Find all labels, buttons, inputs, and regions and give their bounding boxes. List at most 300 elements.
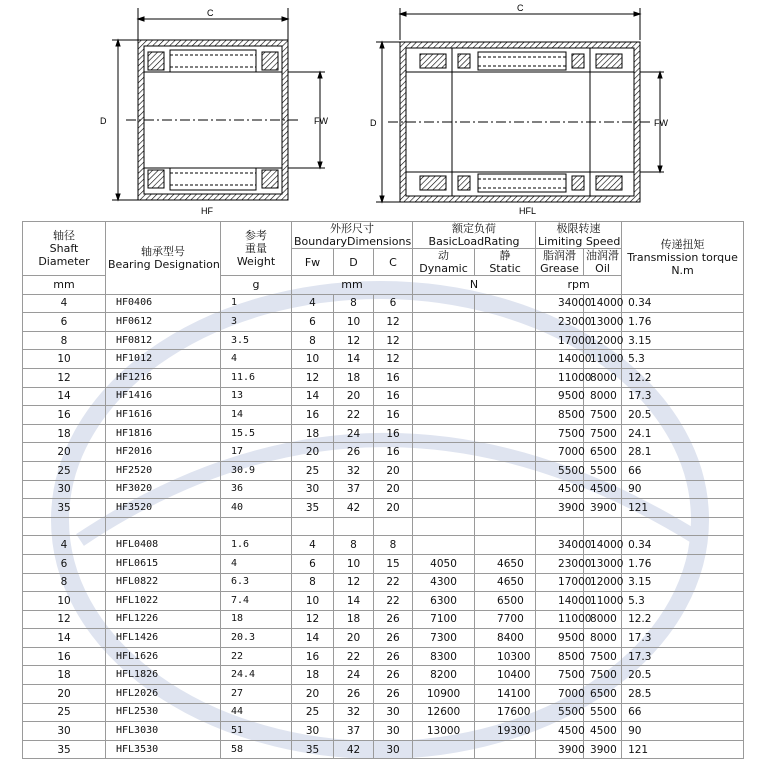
table-cell: 16	[23, 406, 106, 425]
table-cell: 18	[334, 610, 374, 629]
table-cell: 35	[23, 499, 106, 518]
table-cell: 66	[622, 703, 744, 722]
table-cell: 20	[23, 685, 106, 704]
table-cell: 12	[374, 313, 413, 332]
table-row	[23, 685, 744, 704]
table-cell: 24.4	[221, 666, 292, 685]
table-cell: 7100	[413, 610, 475, 629]
table-cell: 16	[292, 647, 334, 666]
table-cell	[23, 517, 106, 536]
table-cell: 34000	[536, 536, 584, 555]
table-cell: 26	[374, 666, 413, 685]
table-cell	[292, 517, 334, 536]
table-cell: 26	[374, 629, 413, 648]
table-cell: 8	[334, 294, 374, 313]
table-cell: 11000	[536, 368, 584, 387]
table-cell: 3900	[536, 740, 584, 759]
table-cell: 66	[622, 461, 744, 480]
table-cell: 7500	[584, 424, 622, 443]
table-cell: 10	[23, 350, 106, 369]
table-cell: 7300	[413, 629, 475, 648]
table-cell: 10	[334, 313, 374, 332]
table-cell: 25	[292, 703, 334, 722]
table-cell: 7500	[536, 424, 584, 443]
table-cell	[374, 517, 413, 536]
table-cell: 20	[334, 387, 374, 406]
header-speed: 极限转速 Limiting Speed	[536, 222, 622, 249]
header-torque: 传递扭矩 Transmission torque N.m	[622, 222, 744, 295]
table-cell: 1.6	[221, 536, 292, 555]
table-cell: 7000	[536, 685, 584, 704]
table-cell: 17.3	[622, 387, 744, 406]
table-row	[23, 499, 744, 518]
table-cell: 20	[374, 480, 413, 499]
table-cell: 7700	[475, 610, 536, 629]
table-cell: 4050	[413, 554, 475, 573]
table-cell: 20.5	[622, 406, 744, 425]
table-cell: HF1416	[106, 387, 221, 406]
table-cell: 51	[221, 722, 292, 741]
table-cell: 3900	[584, 499, 622, 518]
table-cell: 6	[23, 313, 106, 332]
table-row	[23, 331, 744, 350]
table-cell: 11000	[536, 610, 584, 629]
unit-shaft: mm	[23, 276, 106, 295]
table-cell: HF0406	[106, 294, 221, 313]
table-row	[23, 387, 744, 406]
table-cell	[475, 313, 536, 332]
table-cell: 8	[334, 536, 374, 555]
table-row	[23, 350, 744, 369]
table-cell: 18	[23, 666, 106, 685]
table-cell: HF1616	[106, 406, 221, 425]
table-row	[23, 722, 744, 741]
table-cell: 15	[374, 554, 413, 573]
hf-drawing	[112, 8, 325, 200]
header-dynamic: 动 Dynamic	[413, 249, 475, 276]
table-cell: 3.15	[622, 573, 744, 592]
table-cell: 18	[221, 610, 292, 629]
table-row	[23, 406, 744, 425]
table-cell: 4650	[475, 573, 536, 592]
table-cell: 8000	[584, 629, 622, 648]
table-cell: 30	[292, 722, 334, 741]
table-cell: 14	[221, 406, 292, 425]
table-cell: 26	[374, 610, 413, 629]
table-cell: 30	[374, 703, 413, 722]
table-cell: 58	[221, 740, 292, 759]
table-cell: 18	[292, 424, 334, 443]
table-cell: 9500	[536, 629, 584, 648]
header-grease: 脂润滑 Grease	[536, 249, 584, 276]
table-cell: 1	[221, 294, 292, 313]
header-designation: 轴承型号 Bearing Designation	[106, 222, 221, 295]
table-cell: 6500	[584, 443, 622, 462]
table-cell: 12	[334, 573, 374, 592]
table-cell: 24	[334, 424, 374, 443]
table-cell: 3.5	[221, 331, 292, 350]
table-cell: 13	[221, 387, 292, 406]
table-cell: 8400	[475, 629, 536, 648]
table-cell: 12600	[413, 703, 475, 722]
hf-d-label: D	[100, 116, 107, 126]
table-cell: 8	[292, 331, 334, 350]
table-cell: 1.76	[622, 313, 744, 332]
table-cell: 30.9	[221, 461, 292, 480]
table-cell: 10	[23, 592, 106, 611]
table-cell: 6300	[413, 592, 475, 611]
table-cell: 40	[221, 499, 292, 518]
table-cell: 10400	[475, 666, 536, 685]
table-cell	[475, 443, 536, 462]
table-cell: 11000	[584, 350, 622, 369]
table-cell: 26	[334, 685, 374, 704]
table-cell: 4500	[584, 480, 622, 499]
table-cell: 17.3	[622, 647, 744, 666]
table-cell: 7500	[536, 666, 584, 685]
table-cell: HF1012	[106, 350, 221, 369]
table-cell: HF1816	[106, 424, 221, 443]
table-cell	[413, 294, 475, 313]
table-cell: HF1216	[106, 368, 221, 387]
hf-c-label: C	[207, 8, 214, 18]
table-cell: 30	[374, 740, 413, 759]
table-cell: 12	[374, 350, 413, 369]
table-cell: 17600	[475, 703, 536, 722]
table-cell: 9500	[536, 387, 584, 406]
table-cell: 6	[374, 294, 413, 313]
table-cell: 28.5	[622, 685, 744, 704]
bearing-drawings	[0, 0, 767, 221]
table-cell: 5500	[536, 703, 584, 722]
table-cell: HFL1426	[106, 629, 221, 648]
table-cell	[475, 368, 536, 387]
table-cell: 22	[374, 592, 413, 611]
table-cell	[413, 499, 475, 518]
bearing-spec-table	[22, 221, 744, 759]
table-cell: 5500	[584, 703, 622, 722]
table-cell	[413, 313, 475, 332]
table-cell: 20	[334, 629, 374, 648]
table-cell: 6	[292, 554, 334, 573]
table-cell: HF2016	[106, 443, 221, 462]
table-cell: 14000	[536, 592, 584, 611]
header-oil: 油润滑 Oil	[584, 249, 622, 276]
table-cell: 16	[374, 424, 413, 443]
table-cell: 12	[292, 368, 334, 387]
table-cell	[475, 461, 536, 480]
table-cell: 20	[23, 443, 106, 462]
hfl-fw-label: FW	[654, 118, 668, 128]
table-cell	[413, 331, 475, 350]
table-cell: 14	[292, 387, 334, 406]
table-cell: HFL0822	[106, 573, 221, 592]
table-cell: 28.1	[622, 443, 744, 462]
table-cell: 22	[334, 406, 374, 425]
table-cell: 14000	[584, 536, 622, 555]
table-cell: 8	[23, 573, 106, 592]
table-cell: 7500	[584, 666, 622, 685]
table-cell: 7.4	[221, 592, 292, 611]
table-cell: 30	[23, 480, 106, 499]
table-cell: 121	[622, 740, 744, 759]
table-cell	[584, 517, 622, 536]
table-cell: 24.1	[622, 424, 744, 443]
table-row	[23, 666, 744, 685]
table-cell: 17.3	[622, 629, 744, 648]
table-cell: 25	[23, 461, 106, 480]
table-row	[23, 573, 744, 592]
table-cell	[475, 499, 536, 518]
table-cell: 24	[334, 666, 374, 685]
table-cell: HF0612	[106, 313, 221, 332]
table-cell	[413, 406, 475, 425]
table-cell: 36	[221, 480, 292, 499]
table-cell: HF0812	[106, 331, 221, 350]
table-cell: 11.6	[221, 368, 292, 387]
table-row	[23, 536, 744, 555]
table-cell: 5.3	[622, 592, 744, 611]
table-row	[23, 313, 744, 332]
table-cell	[413, 387, 475, 406]
table-cell: 16	[374, 387, 413, 406]
table-cell: 8	[23, 331, 106, 350]
table-cell: 23000	[536, 313, 584, 332]
table-cell: 0.34	[622, 294, 744, 313]
table-cell: 34000	[536, 294, 584, 313]
table-cell: HFL2026	[106, 685, 221, 704]
table-cell: 15.5	[221, 424, 292, 443]
table-cell	[622, 517, 744, 536]
table-cell: 8000	[584, 368, 622, 387]
table-cell: 10	[292, 350, 334, 369]
table-cell: 7500	[584, 647, 622, 666]
table-cell: 16	[23, 647, 106, 666]
hfl-c-label: C	[517, 3, 524, 13]
table-cell: HF3520	[106, 499, 221, 518]
table-cell: 20	[374, 461, 413, 480]
table-cell: 16	[374, 443, 413, 462]
header-weight: 参考 重量 Weight	[221, 222, 292, 276]
table-cell: 26	[374, 685, 413, 704]
table-cell: 0.34	[622, 536, 744, 555]
table-cell: 8300	[413, 647, 475, 666]
table-cell	[413, 517, 475, 536]
table-cell: 8000	[584, 610, 622, 629]
table-cell: 14000	[536, 350, 584, 369]
table-cell: 8	[292, 573, 334, 592]
table-row	[23, 294, 744, 313]
table-cell	[413, 424, 475, 443]
table-cell: 32	[334, 703, 374, 722]
table-cell: 3	[221, 313, 292, 332]
table-cell: 25	[292, 461, 334, 480]
table-cell: 27	[221, 685, 292, 704]
table-cell: HFL3030	[106, 722, 221, 741]
unit-load: N	[413, 276, 536, 295]
header-fw: Fw	[292, 249, 334, 276]
table-cell: 90	[622, 722, 744, 741]
table-cell: HFL1626	[106, 647, 221, 666]
table-cell: 4	[221, 554, 292, 573]
header-static: 静 Static	[475, 249, 536, 276]
table-cell	[413, 480, 475, 499]
table-cell: 3900	[584, 740, 622, 759]
table-cell: 35	[292, 499, 334, 518]
table-cell: 12	[23, 610, 106, 629]
table-cell: 6	[292, 313, 334, 332]
table-cell	[475, 294, 536, 313]
table-cell: 13000	[413, 722, 475, 741]
table-cell: HFL3530	[106, 740, 221, 759]
table-cell: 10900	[413, 685, 475, 704]
table-cell	[475, 740, 536, 759]
table-row	[23, 517, 744, 536]
table-row	[23, 368, 744, 387]
table-cell: HF3020	[106, 480, 221, 499]
table-cell: 4500	[584, 722, 622, 741]
table-cell: 20	[292, 443, 334, 462]
hfl-drawing	[376, 8, 664, 202]
table-cell: 12	[334, 331, 374, 350]
table-row	[23, 592, 744, 611]
table-row	[23, 703, 744, 722]
table-cell: 17	[221, 443, 292, 462]
table-cell: 4	[23, 536, 106, 555]
header-c: C	[374, 249, 413, 276]
table-cell: 22	[334, 647, 374, 666]
table-cell: 16	[292, 406, 334, 425]
table-cell: 42	[334, 740, 374, 759]
table-cell: 16	[374, 368, 413, 387]
table-cell: 6	[23, 554, 106, 573]
table-cell: 14	[23, 387, 106, 406]
table-cell: 26	[334, 443, 374, 462]
table-cell: 10	[292, 592, 334, 611]
table-cell: 35	[23, 740, 106, 759]
header-d: D	[334, 249, 374, 276]
table-cell: 4	[292, 536, 334, 555]
table-cell: 44	[221, 703, 292, 722]
table-cell: 17000	[536, 573, 584, 592]
table-cell	[413, 368, 475, 387]
table-cell: 13000	[584, 313, 622, 332]
table-row	[23, 629, 744, 648]
table-cell	[413, 740, 475, 759]
table-cell	[334, 517, 374, 536]
table-cell: 37	[334, 722, 374, 741]
table-cell: 12000	[584, 573, 622, 592]
unit-speed: rpm	[536, 276, 622, 295]
table-cell: 18	[334, 368, 374, 387]
table-cell: 8500	[536, 647, 584, 666]
table-cell: HFL0408	[106, 536, 221, 555]
table-row	[23, 443, 744, 462]
table-cell	[106, 517, 221, 536]
table-cell	[475, 424, 536, 443]
table-cell: 30	[292, 480, 334, 499]
table-cell: 4500	[536, 480, 584, 499]
table-cell: 10300	[475, 647, 536, 666]
table-cell: 12000	[584, 331, 622, 350]
table-cell: 23000	[536, 554, 584, 573]
table-cell: 5500	[584, 461, 622, 480]
table-cell: 8000	[584, 387, 622, 406]
table-cell	[475, 387, 536, 406]
table-cell: 4500	[536, 722, 584, 741]
table-cell: 22	[374, 573, 413, 592]
table-cell	[413, 350, 475, 369]
table-cell: HFL0615	[106, 554, 221, 573]
table-cell: HFL1226	[106, 610, 221, 629]
table-cell: HFL1022	[106, 592, 221, 611]
table-cell	[475, 536, 536, 555]
table-cell: 25	[23, 703, 106, 722]
table-cell: 8500	[536, 406, 584, 425]
table-cell: 12	[292, 610, 334, 629]
table-cell: 90	[622, 480, 744, 499]
table-row	[23, 480, 744, 499]
table-cell: 4	[221, 350, 292, 369]
table-cell: 42	[334, 499, 374, 518]
table-row	[23, 554, 744, 573]
table-cell: 8	[374, 536, 413, 555]
unit-weight: g	[221, 276, 292, 295]
table-cell: 12	[23, 368, 106, 387]
table-cell: 6500	[584, 685, 622, 704]
table-cell: 4	[23, 294, 106, 313]
table-cell	[413, 461, 475, 480]
table-cell: 30	[374, 722, 413, 741]
table-cell: 1.76	[622, 554, 744, 573]
table-cell: 5.3	[622, 350, 744, 369]
table-cell: 22	[221, 647, 292, 666]
table-cell	[413, 443, 475, 462]
table-cell: 8200	[413, 666, 475, 685]
table-cell: 17000	[536, 331, 584, 350]
table-cell: 6500	[475, 592, 536, 611]
hfl-d-label: D	[370, 118, 377, 128]
table-row	[23, 424, 744, 443]
table-cell: HFL1826	[106, 666, 221, 685]
table-cell	[475, 480, 536, 499]
table-cell: 20	[292, 685, 334, 704]
table-cell: 26	[374, 647, 413, 666]
table-cell: 3900	[536, 499, 584, 518]
table-cell: 20	[374, 499, 413, 518]
hf-caption: HF	[201, 206, 213, 216]
table-cell: 11000	[584, 592, 622, 611]
table-cell	[475, 517, 536, 536]
table-cell: 7500	[584, 406, 622, 425]
table-row	[23, 740, 744, 759]
spec-rows	[23, 294, 744, 759]
table-cell: 12	[374, 331, 413, 350]
table-cell	[413, 536, 475, 555]
table-cell: 14	[334, 592, 374, 611]
table-cell: 14100	[475, 685, 536, 704]
table-cell: 14	[23, 629, 106, 648]
table-cell: 14000	[584, 294, 622, 313]
table-cell: 18	[23, 424, 106, 443]
table-row	[23, 647, 744, 666]
table-cell: 10	[334, 554, 374, 573]
table-cell: HF2520	[106, 461, 221, 480]
table-cell: 37	[334, 480, 374, 499]
header-boundary: 外形尺寸 BoundaryDimensions	[292, 222, 413, 249]
table-cell: 14	[292, 629, 334, 648]
table-row	[23, 610, 744, 629]
